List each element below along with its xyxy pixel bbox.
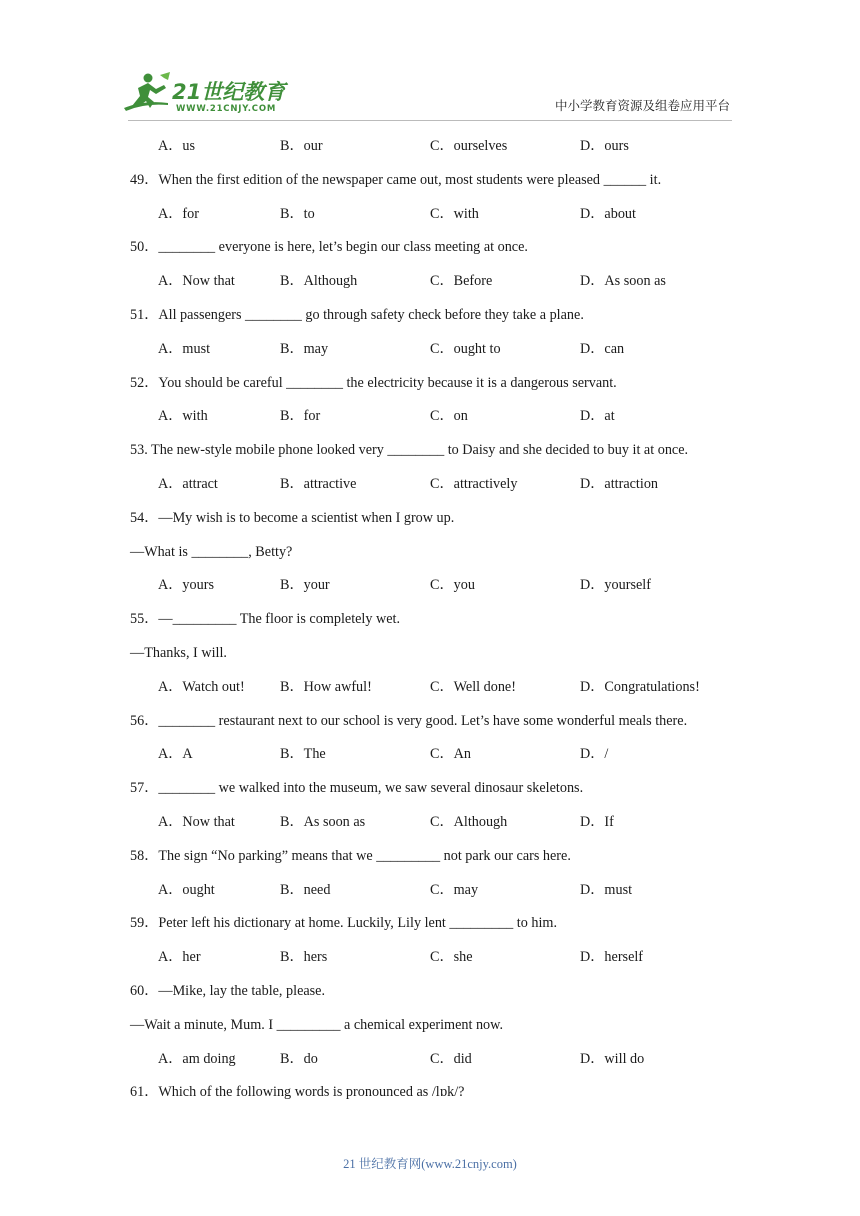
option-a: A．attract (158, 475, 218, 492)
header-divider (128, 120, 732, 121)
option-a: A．her (158, 949, 201, 966)
option-a: A．A (158, 746, 193, 763)
answer-options (130, 1043, 740, 1077)
option-c: C．did (430, 1050, 472, 1067)
question-text: 56．________ restaurant next to our school is very good. Let’s have some wonderful meals there. (130, 712, 688, 729)
option-b: B．need (280, 881, 331, 898)
svg-text:21世纪教育: 21世纪教育 (172, 80, 286, 104)
option-c: C．may (430, 881, 479, 898)
option-d: D．Congratulations! (580, 678, 700, 695)
header-platform-text: 中小学教育资源及组卷应用平台 (554, 98, 730, 113)
answer-options (130, 806, 740, 840)
option-d: D．can (580, 340, 625, 357)
option-a: A．Now that (158, 273, 235, 290)
answer-options (130, 468, 740, 502)
option-b: B．attractive (280, 475, 357, 492)
question-text: 59．Peter left his dictionary at home. Luckily, Lily lent _________ to him. (130, 915, 557, 932)
option-d: D．herself (580, 949, 644, 966)
answer-options (130, 671, 740, 705)
question-text: 51．All passengers ________ go through safety check before they take a plane. (130, 306, 584, 323)
option-b: B．Although (280, 273, 358, 290)
question-text: —Wait a minute, Mum. I _________ a chemical experiment now. (130, 1016, 504, 1033)
option-c: C．you (430, 577, 475, 594)
question-text: 61．Which of the following words is pronounced as /lɒk/? (130, 1084, 465, 1101)
answer-options (130, 198, 740, 232)
option-d: D．ours (580, 138, 629, 154)
option-d: D．at (580, 408, 615, 425)
option-c: C．Although (430, 813, 508, 830)
option-a: A．ought (158, 881, 215, 898)
option-a: A．am doing (158, 1050, 236, 1067)
question-text: 57．________ we walked into the museum, we saw several dinosaur skeletons. (130, 780, 584, 797)
answer-options (130, 130, 740, 164)
option-b: B．As soon as (280, 813, 366, 830)
option-c: C．attractively (430, 475, 518, 492)
page-footer: 21 世纪教育网(www.21cnjy.com) (343, 1157, 517, 1171)
option-c: C．with (430, 205, 479, 222)
option-b: B．for (280, 408, 321, 425)
site-logo (124, 70, 294, 116)
option-a: A．us (158, 138, 196, 154)
answer-options (130, 400, 740, 434)
question-text: 54．—My wish is to become a scientist when I grow up. (130, 509, 455, 526)
option-d: D．yourself (580, 577, 651, 594)
option-d: D．must (580, 881, 633, 898)
option-a: A．with (158, 408, 208, 425)
question-text: —Thanks, I will. (130, 644, 227, 661)
option-c: C．on (430, 408, 468, 425)
option-b: B．How awful! (280, 678, 372, 695)
option-d: D．about (580, 205, 636, 222)
option-a: A．yours (158, 577, 214, 594)
option-d: D．will do (580, 1050, 645, 1067)
option-b: B．The (280, 746, 326, 763)
option-c: C．she (430, 949, 473, 966)
answer-options (130, 941, 740, 975)
page-header (0, 0, 860, 128)
option-c: C．ourselves (430, 138, 508, 154)
option-d: D．If (580, 813, 614, 830)
question-text: 50．________ everyone is here, let’s begin our class meeting at once. (130, 239, 528, 256)
option-b: B．to (280, 205, 315, 222)
option-d: D．As soon as (580, 273, 666, 290)
option-a: A．for (158, 205, 199, 222)
option-c: C．Well done! (430, 678, 516, 695)
option-c: C．ought to (430, 340, 501, 357)
question-text: —What is ________, Betty? (130, 543, 293, 560)
option-b: B．do (280, 1050, 318, 1067)
answer-options (130, 569, 740, 603)
question-text: 49．When the first edition of the newspaper came out, most students were pleased ______ it. (130, 171, 662, 188)
answer-options (130, 265, 740, 299)
question-text: 58．The sign “No parking” means that we _________ not park our cars here. (130, 847, 571, 864)
option-a: A．Watch out! (158, 678, 245, 695)
option-c: C．Before (430, 273, 493, 290)
question-text: 60．—Mike, lay the table, please. (130, 982, 326, 999)
option-c: C．An (430, 746, 471, 763)
question-text: 55．—_________ The floor is completely wet. (130, 611, 401, 628)
option-a: A．must (158, 340, 211, 357)
option-a: A．Now that (158, 813, 235, 830)
option-d: D．/ (580, 746, 609, 763)
answer-options (130, 738, 740, 772)
option-b: B．may (280, 340, 329, 357)
question-list (130, 130, 740, 1110)
question-text: 53. The new-style mobile phone looked very ________ to Daisy and she decided to buy it at once. (130, 442, 689, 459)
answer-options (130, 874, 740, 908)
option-b: B．our (280, 138, 323, 154)
option-d: D．attraction (580, 475, 659, 492)
answer-options (130, 333, 740, 367)
question-text: 52．You should be careful ________ the electricity because it is a dangerous servant. (130, 374, 617, 391)
option-b: B．your (280, 577, 330, 594)
svg-text:WWW.21CNJY.COM: WWW.21CNJY.COM (176, 104, 277, 114)
option-b: B．hers (280, 949, 328, 966)
